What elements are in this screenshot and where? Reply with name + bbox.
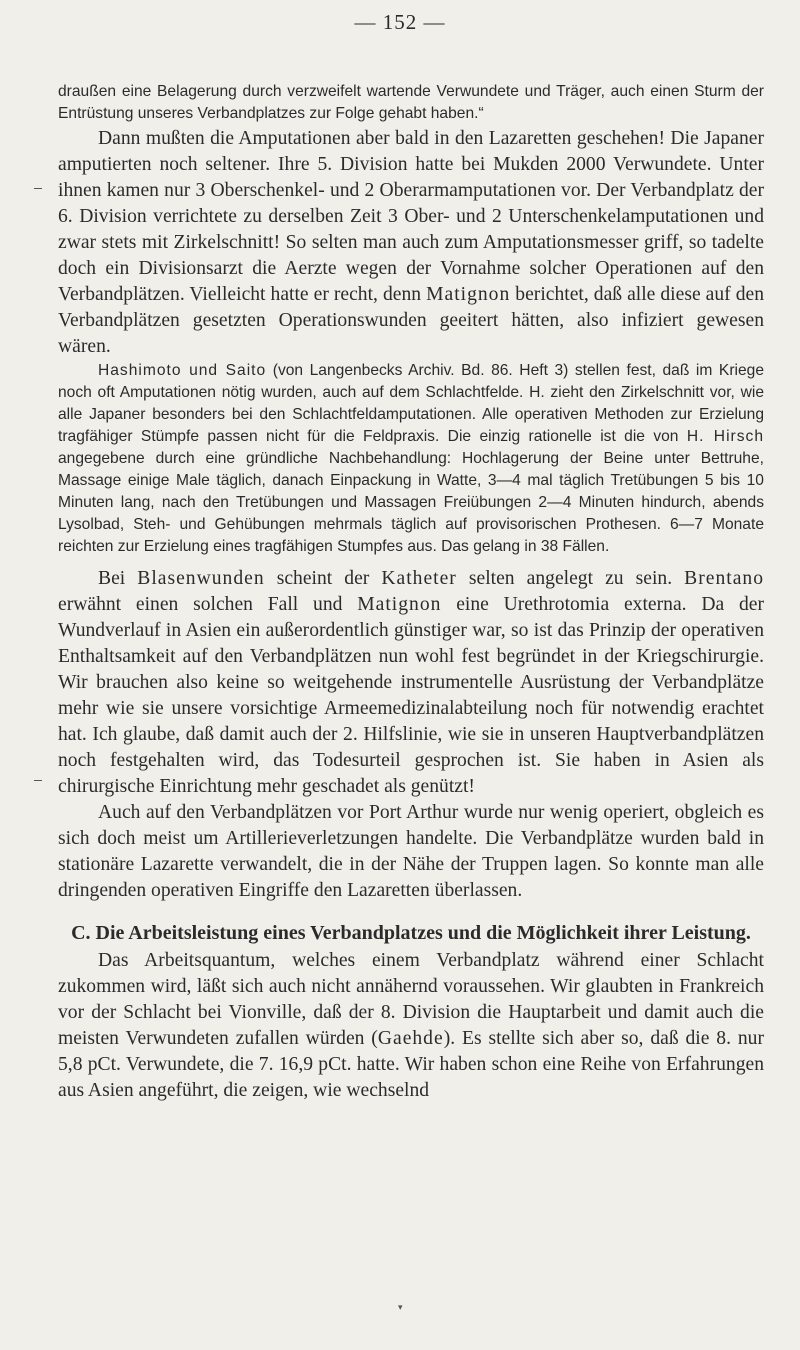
term: Blasenwunden <box>137 568 265 589</box>
text-run: ). Es stellte sich aber so, daß die 8. nur 5,8 pCt. Verwundete, die 7. 16,9 pCt. hatte. Wir haben schon eine Reihe von Erfahrungen aus Asien angeführt, die zeigen, wie wechselnd <box>58 1028 764 1101</box>
paragraph-work-quantum <box>58 948 764 1104</box>
text-run: eine Urethrotomia externa. Da der Wundverlauf in Asien ein außerordentlich günstiger war, so ist das Prinzip der operativen Enthaltsamkeit auf den Verbandplätzen nun wohl fest begründet in der Kriegschirurgie. Wir brauchen also keine so weitgehende instrumentelle Ausrüstung der Verbandplätze mehr wie sie unsere vorsichtige Armeemedizinalabteilung noch für notwendig erachtet hat. Ich glaube, daß damit auch der 2. Hilfslinie, wie sie in unseren Hauptverbandplätzen noch festgehalten wird, das Todesurteil gesprochen ist. Sie haben in Asien als chirurgische Einrichtung mehr geschadet als genützt! <box>58 594 764 797</box>
paragraph-port-arthur: Auch auf den Verbandplätzen vor Port Arthur wurde nur wenig operiert, obgleich es sich doch meist um Artillerieverletzungen handelte. Die Verbandplätze wurden bald in stationäre Lazarette verwandelt, die in der Nähe der Truppen lagen. So konnte man alle dringenden operativen Eingriffe den Lazaretten überlassen. <box>58 802 764 901</box>
quote-continuation: draußen eine Belagerung durch verzweifelt wartende Verwundete und Träger, auch einen Sturm der Entrüstung unseres Verbandplatzes zur Folge gehabt haben.“ <box>58 83 764 122</box>
author-name: Hashimoto und Saito <box>98 362 267 379</box>
author-name: Matignon <box>357 594 442 615</box>
text-run: berichtet, daß alle diese auf den Verbandplätzen gesetzten Operationswunden geeitert hätten, also infiziert gewesen wären. <box>58 284 764 357</box>
text-run: angegebene durch eine gründliche Nachbehandlung: Hochlagerung der Beine unter Bettruhe, Massage einige Male täglich, danach Einpackung in Watte, 3—4 mal täglich Tretübungen 5 bis 10 Minuten lang, nach den Tretübungen und Massagen Freiübungen 2—4 Minuten hindurch, abends Lysolbad, Steh- und Gehübungen mehrmals täglich auf provisorischen Prothesen. 6—7 Monate reichten zur Erzielung eines tragfähigen Stumpfes aus. Das gelang in 38 Fällen. <box>58 450 764 555</box>
author-name: Brentano <box>684 568 764 589</box>
paragraph-bladder-wounds <box>58 566 764 800</box>
text-run: Das Arbeitsquantum, welches einem Verbandplatz während einer Schlacht zukommen wird, läßt sich auch nicht annähernd voraussehen. Wir glaubten in Frankreich vor der Schlacht bei Vionville, daß der 8. Division die Hauptarbeit und damit auch die meisten Verwundeten zufallen würden ( <box>58 950 764 1049</box>
term: Katheter <box>381 568 457 589</box>
text-run: Bei <box>98 568 138 589</box>
text-run: scheint der <box>264 568 382 589</box>
margin-mark <box>34 188 42 189</box>
text-run: erwähnt einen solchen Fall und <box>58 594 358 615</box>
margin-mark <box>34 780 42 781</box>
text-run: Dann mußten die Amputationen aber bald in den Lazaretten geschehen! Die Japaner amputierten noch seltener. Ihre 5. Division hatte bei Mukden 2000 Verwundete. Unter ihnen kamen nur 3 Oberschenkel- und 2 Oberarmamputationen vor. Der Verbandplatz der 6. Division verrichtete zu derselben Zeit 3 Ober- und 2 Unterschenkelamputationen und zwar stets mit Zirkelschnitt! So selten man auch zum Amputationsmesser griff, so tadelte doch ein Divisionsarzt die Aerzte wegen der Vornahme solcher Operationen auf den Verbandplätzen. Vielleicht hatte er recht, denn <box>58 128 764 305</box>
author-name: Gaehde <box>377 1028 444 1049</box>
paragraph-note <box>58 360 764 558</box>
author-name: Matignon <box>426 284 511 305</box>
print-mark: ▾ <box>398 1302 403 1312</box>
text-run: selten angelegt zu sein. <box>456 568 685 589</box>
page-body <box>58 81 764 1104</box>
author-name: H. Hirsch <box>686 428 764 445</box>
section-heading: C. Die Arbeitsleistung eines Verbandplatzes und die Möglichkeit ihrer Leistung. <box>71 922 751 944</box>
text-run: (von Langenbecks Archiv. Bd. 86. Heft 3) stellen fest, daß im Kriege noch oft Amputationen nötig wurden, auch auf dem Schlachtfelde. H. zieht den Zirkelschnitt vor, wie alle Japaner besonders bei den Schlachtfeldamputationen. Alle operativen Methoden zur Erzielung tragfähiger Stümpfe passen nicht für die Feldpraxis. Die einzig rationelle ist die von <box>58 362 764 445</box>
paragraph-amputations <box>58 126 764 360</box>
page-number: — 152 — <box>354 10 446 34</box>
